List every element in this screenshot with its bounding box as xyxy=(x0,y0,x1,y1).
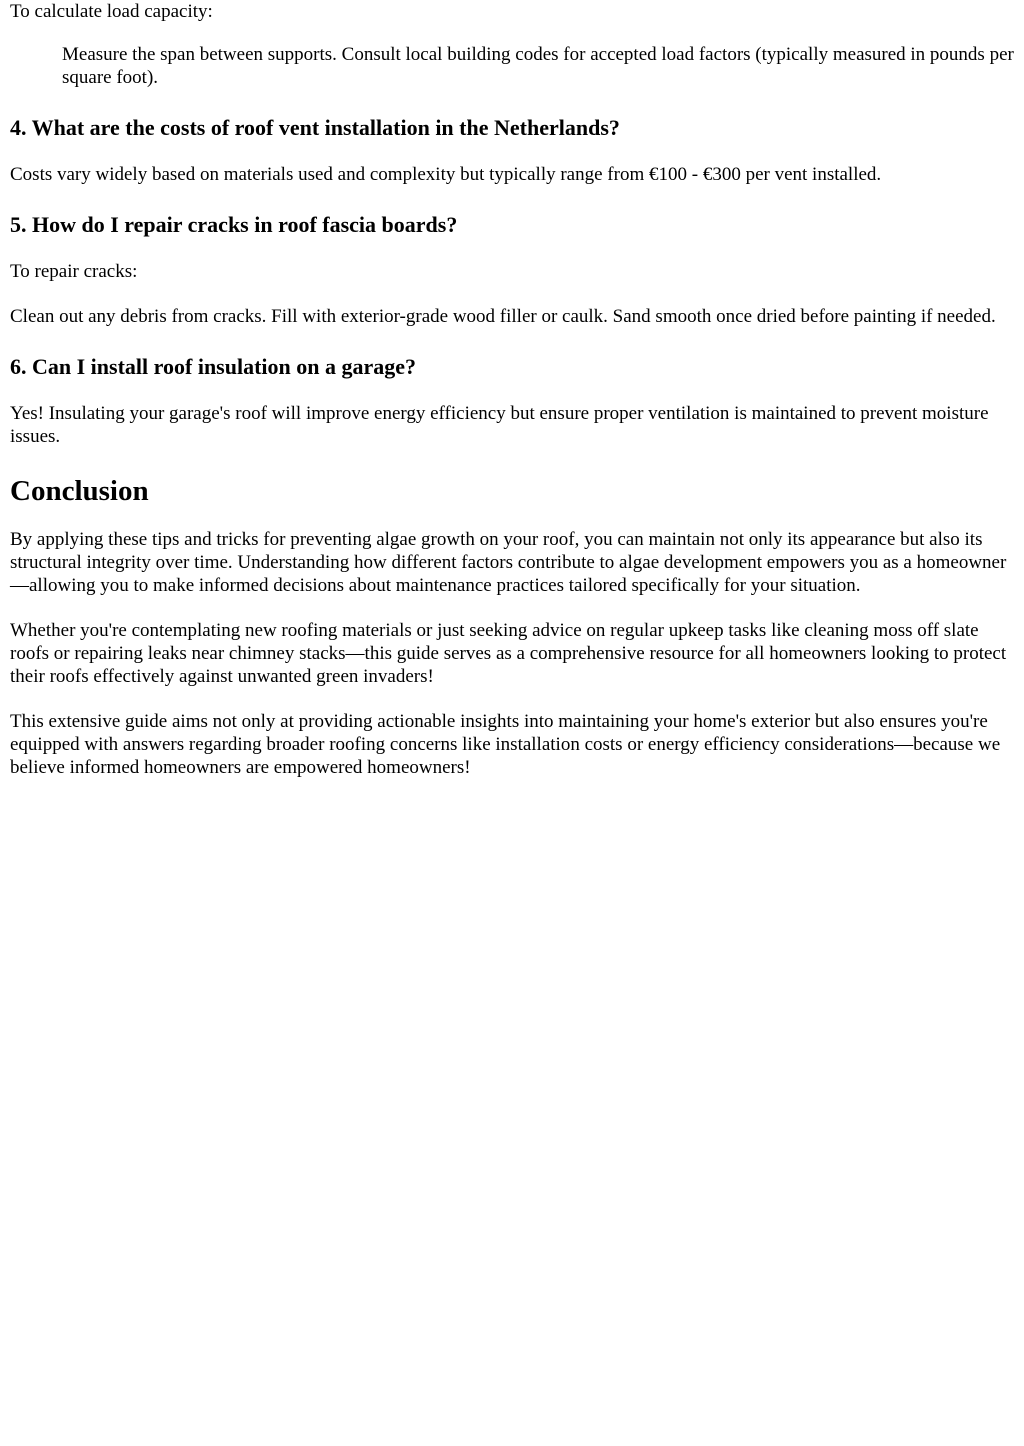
faq-answer-5-steps: Clean out any debris from cracks. Fill with exterior-grade wood filler or caulk. Sand smooth once dried before painting if needed. xyxy=(10,306,996,327)
faq-heading-5: 5. How do I repair cracks in roof fascia boards? xyxy=(10,212,458,237)
conclusion-paragraph-2: Whether you're contemplating new roofing materials or just seeking advice on regular upkeep tasks like cleaning moss off slate roofs or repairing leaks near chimney stacks—this guide serves as a comprehensive resource for all homeowners looking to protect their roofs effectively against unwanted green invaders! xyxy=(10,620,1007,687)
load-capacity-quote: Measure the span between supports. Consult local building codes for accepted load factors (typically measured in pounds per square foot). xyxy=(62,44,1014,88)
faq-answer-4: Costs vary widely based on materials used and complexity but typically range from €100 - €300 per vent installed. xyxy=(10,164,882,185)
conclusion-paragraph-3: This extensive guide aims not only at providing actionable insights into maintaining your home's exterior but also ensures you're equipped with answers regarding broader roofing concerns like installation costs or energy efficiency considerations—because we believe informed homeowners are empowered homeowners! xyxy=(10,711,1001,778)
faq-answer-5-intro: To repair cracks: xyxy=(10,261,138,282)
faq-answer-6: Yes! Insulating your garage's roof will improve energy efficiency but ensure proper ventilation is maintained to prevent moisture issues. xyxy=(10,403,989,447)
faq-heading-6: 6. Can I install roof insulation on a garage? xyxy=(10,354,417,379)
faq-heading-4: 4. What are the costs of roof vent installation in the Netherlands? xyxy=(10,115,620,140)
conclusion-paragraph-1: By applying these tips and tricks for preventing algae growth on your roof, you can maintain not only its appearance but also its structural integrity over time. Understanding how different factors contribute to algae development empowers you as a homeowner—allowing you to make informed decisions about maintenance practices tailored specifically for your situation. xyxy=(10,529,1007,596)
intro-text: To calculate load capacity: xyxy=(10,1,213,22)
conclusion-heading: Conclusion xyxy=(10,475,149,507)
